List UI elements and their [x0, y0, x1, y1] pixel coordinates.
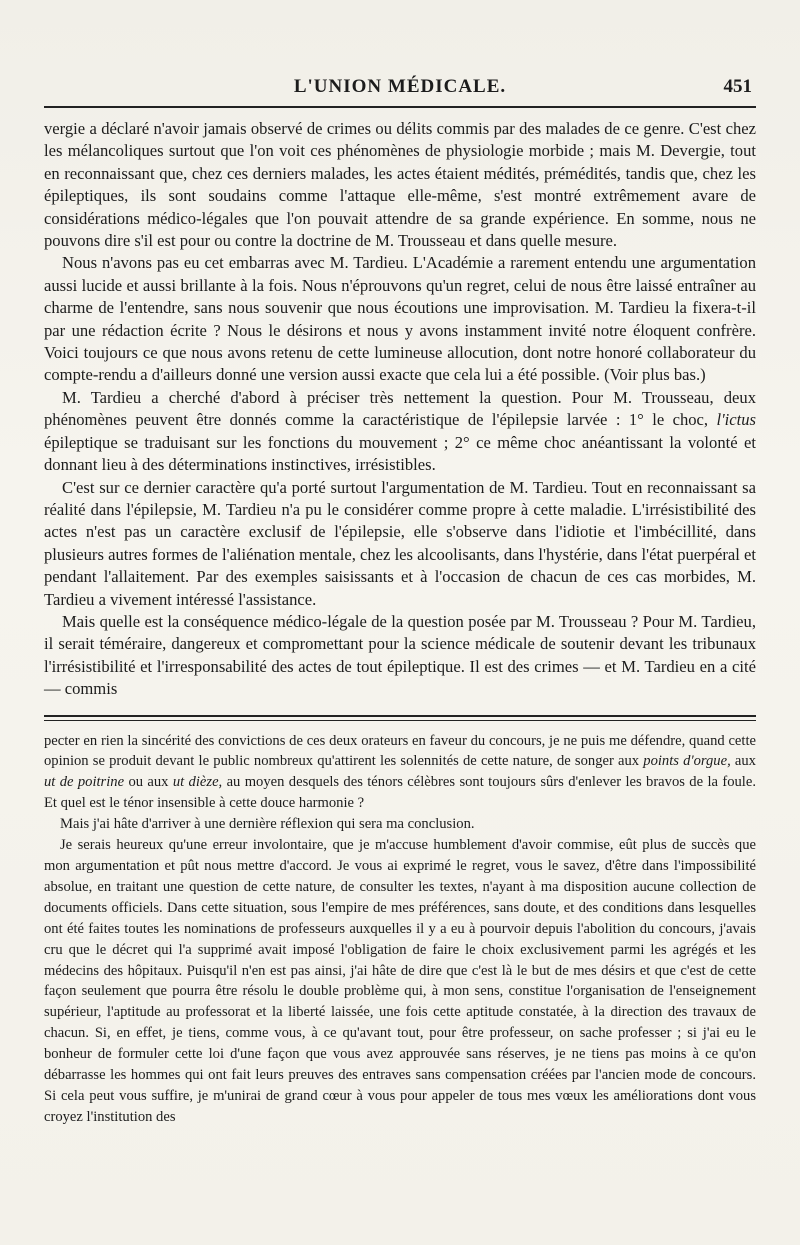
footnote-paragraph — [44, 731, 756, 815]
footnote-text: au moyen desquels des ténors célèbres sont toujours sûrs d'enlever les bravos de la foule. Et quel est le ténor insensible à cette douce harmonie ? — [44, 774, 756, 812]
page-header — [44, 70, 756, 104]
main-text — [44, 118, 756, 701]
italic-term: ut de poitrine — [44, 774, 125, 791]
footnote-paragraph: Mais j'ai hâte d'arriver à une dernière réflexion qui sera ma conclusion. — [60, 816, 475, 833]
footnote-rule — [44, 715, 756, 721]
italic-term: l'ictus — [716, 410, 756, 430]
paragraph: Nous n'avons pas eu cet embarras avec M. Tardieu. L'Académie a rarement entendu une argumentation aussi lucide et aussi brillante à la fois. Nous n'éprouvons qu'un regret, celui de nous être laissé entraîner au charme de l'entendre, sans nous souvenir que nous écoutions une improvisation. M. Tardieu la fixera-t-il par une rédaction écrite ? Nous le désirons et nous y avons instamment invité notre éloquent confrère. Voici toujours ce que nous avons retenu de cette lumineuse allocution, dont notre honoré collaborateur du compte-rendu a d'ailleurs donné une version aussi exacte que cela lui a été possible. (Voir plus bas.) — [44, 253, 756, 385]
paragraph-text: M. Tardieu a cherché d'abord à préciser très nettement la question. Pour M. Trousseau, deux phénomènes peuvent être donnés comme la caractéristique de l'épilepsie larvée : 1° le choc, — [44, 387, 756, 430]
header-rule — [44, 106, 756, 108]
footnote-text: pecter en rien la sincérité des convictions de ces deux orateurs en faveur du concours, je ne puis me défendre, quand cette opinion se produit devant le public nombreux qu'attirent les solennités de cette nature, de songer aux — [44, 732, 756, 770]
running-title: L'UNION MÉDICALE. — [293, 76, 507, 97]
paragraph: vergie a déclaré n'avoir jamais observé de crimes ou délits commis par des malades de ce genre. C'est chez les mélancoliques surtout que l'on voit ces phénomènes de physiologie morbide ; mais M. Devergie, tout en reconnaissant que, chez ces derniers malades, les actes étaient médités, prémédités, tandis que, chez les épileptiques, ils sont soudains comme l'attaque elle-même, s'est montré extrêmement avare de considérations médico-légales que l'on pouvait attendre de sa grande expérience. En somme, nous ne pouvons dire s'il est pour ou contre la doctrine de M. Trousseau et dans quelle mesure. — [44, 119, 756, 251]
italic-term: points d'orgue, — [643, 753, 731, 770]
paragraph-text: épileptique se traduisant sur les fonctions du mouvement ; 2° ce même choc anéantissant la volonté et donnant lieu à des déterminations instinctives, irrésistibles. — [44, 432, 756, 475]
footnote-text: ou aux — [124, 774, 173, 791]
page-number: 451 — [723, 76, 752, 97]
paragraph: C'est sur ce dernier caractère qu'a porté surtout l'argumentation de M. Tardieu. Tout en reconnaissant sa réalité dans l'épilepsie, M. Tardieu n'a pu le considérer comme propre à cette maladie. L'irrésistibilité des actes n'est pas un caractère exclusif de l'épilepsie, elle s'observe dans l'idiotie et l'imbécillité, dans plusieurs autres formes de l'aliénation mentale, chez les alcoolisants, dans l'hystérie, dans l'état puerpéral et pendant l'allaitement. Par des exemples saisissants et à l'occasion de chacun de ces cas morbides, M. Tardieu a vivement intéressé l'assistance. — [44, 477, 756, 609]
paragraph: Mais quelle est la conséquence médico-légale de la question posée par M. Trousseau ? Pour M. Tardieu, il serait téméraire, dangereux et compromettant pour la science médicale de soutenir devant les tribunaux l'irrésistibilité et l'irresponsabilité des actes de tout épileptique. Il est des crimes — et M. Tardieu en a cité — commis — [44, 611, 756, 699]
italic-term: ut dièze, — [172, 774, 223, 791]
footnote-paragraph: Je serais heureux qu'une erreur involontaire, que je m'accuse humblement d'avoir commise, eût plus de succès que mon argumentation et pût nous mettre d'accord. Je vous ai exprimé le regret, vous le savez, d'être dans l'impossibilité absolue, en traitant une question de cette nature, de consulter les textes, n'ayant à ma disposition aucune collection de documents officiels. Dans cette situation, sous l'empire de mes préférences, sans doute, et des conditions dans lesquelles ont été faites toutes les nominations de professeurs auxquelles il y a eu à pourvoir depuis l'abolition du concours, j'avais cru que le décret qui l'a supprimé avait imposé l'obligation de faire le choix exclusivement parmi les agrégés et les médecins des hôpitaux. Puisqu'il n'en est pas ainsi, j'ai hâte de dire que c'est là le but de mes désirs et que c'est de cette façon seulement que pourra être résolu le double problème qui, à mon sens, constitue l'organisation de l'enseignement supérieur, l'aptitude au professorat et la liberté laissée, une fois cette aptitude constatée, à la direction des travaux de chacun. Si, en effet, je tiens, comme vous, à ce qu'avant tout, pour être professeur, on sache professer ; si j'ai eu le bonheur de formuler cette loi d'une façon que vous avez approuvée sans réserves, je ne tiens pas moins à ce qu'on débarrasse les hommes qui ont fait leurs preuves des entraves sans compensation créées par l'ancien mode de concours. Si cela peut vous suffire, je m'unirai de grand cœur à vous pour appeler de tous mes vœux les améliorations dont vous croyez l'institution des — [44, 837, 756, 1125]
footnote-text: aux — [730, 753, 756, 770]
paragraph — [44, 387, 756, 477]
footnote-section — [44, 731, 756, 1128]
